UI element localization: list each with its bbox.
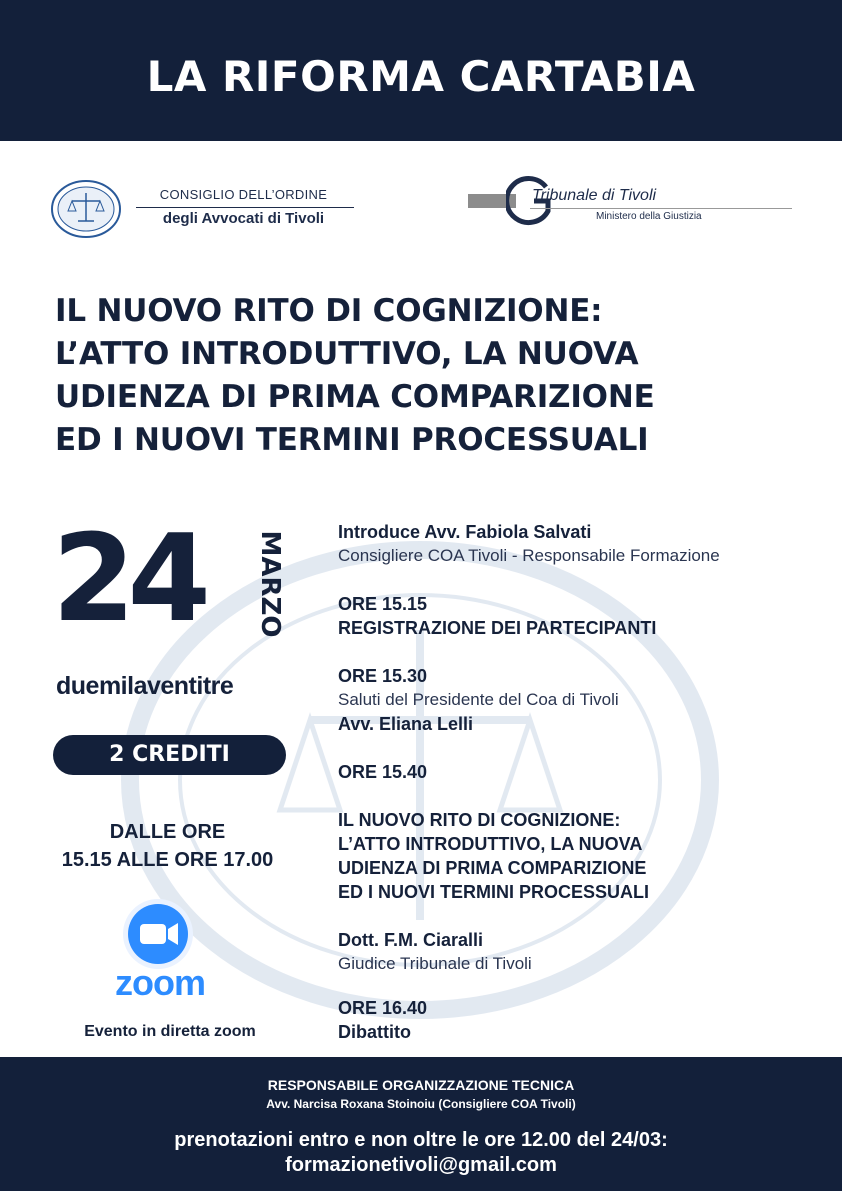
schedule-text: REGISTRAZIONE DEI PARTECIPANTI <box>338 618 657 638</box>
event-month-label: MARZO <box>255 530 285 638</box>
coa-seal-logo <box>50 179 122 239</box>
schedule-text: Saluti del Presidente del Coa di Tivoli <box>338 690 619 709</box>
event-hours-line2: 15.15 ALLE ORE 17.00 <box>61 849 274 871</box>
event-hours <box>40 818 295 874</box>
credits-badge: 2 CREDITI <box>53 735 286 775</box>
schedule-time: ORE 15.30 <box>338 666 428 686</box>
topic-line: ED I NUOVI TERMINI PROCESSUALI <box>338 882 650 902</box>
footer-org-title: RESPONSABILE ORGANIZZAZIONE TECNICA <box>267 1077 575 1093</box>
header-banner <box>0 0 842 141</box>
zoom-camera-icon <box>122 898 194 970</box>
schedule-text: Dibattito <box>338 1022 411 1042</box>
event-year: duemilaventitre <box>56 672 234 700</box>
program-schedule <box>338 520 818 1044</box>
event-hours-line1: DALLE ORE <box>109 821 226 843</box>
coa-divider <box>136 207 354 208</box>
tribunale-divider <box>530 208 792 209</box>
topic-line: L’ATTO INTRODUTTIVO, LA NUOVA <box>338 834 643 854</box>
event-day: 24 <box>52 510 203 649</box>
speaker-name: Dott. F.M. Ciaralli <box>338 930 484 950</box>
tribunale-name: Tribunale di Tivoli <box>532 187 657 204</box>
main-title-line: UDIENZA DI PRIMA COMPARIZIONE <box>55 379 655 415</box>
topic-line: IL NUOVO RITO DI COGNIZIONE: <box>338 810 621 830</box>
schedule-time: ORE 15.40 <box>338 762 428 782</box>
coa-name-line2: degli Avvocati di Tivoli <box>162 210 325 227</box>
speaker-role: Giudice Tribunale di Tivoli <box>338 954 532 973</box>
logos-row <box>0 141 842 251</box>
main-title <box>55 290 795 462</box>
zoom-event-label: Evento in diretta zoom <box>84 1023 256 1040</box>
schedule-time: ORE 16.40 <box>338 998 428 1018</box>
intro-role: Consigliere COA Tivoli - Responsabile Formazione <box>338 546 720 565</box>
zoom-logo-text: zoom <box>115 962 205 1003</box>
header-title: LA RIFORMA CARTABIA <box>146 52 696 101</box>
footer-booking: prenotazioni entro e non oltre le ore 12.00 del 24/03: <box>174 1129 668 1151</box>
footer-org-name: Avv. Narcisa Roxana Stoinoiu (Consigliere COA Tivoli) <box>266 1097 576 1111</box>
tribunale-subtitle: Ministero della Giustizia <box>596 211 702 222</box>
main-title-line: ED I NUOVI TERMINI PROCESSUALI <box>55 422 649 458</box>
footer-banner <box>0 1057 842 1191</box>
schedule-time: ORE 15.15 <box>338 594 428 614</box>
coa-name-line1: CONSIGLIO DELL’ORDINE <box>159 187 328 202</box>
main-title-line: L’ATTO INTRODUTTIVO, LA NUOVA <box>55 336 639 372</box>
main-title-line: IL NUOVO RITO DI COGNIZIONE: <box>55 293 603 329</box>
footer-email[interactable]: formazionetivoli@gmail.com <box>285 1154 557 1176</box>
schedule-speaker: Avv. Eliana Lelli <box>338 714 474 734</box>
event-month <box>252 522 288 646</box>
topic-line: UDIENZA DI PRIMA COMPARIZIONE <box>338 858 647 878</box>
intro-name: Introduce Avv. Fabiola Salvati <box>338 522 592 542</box>
